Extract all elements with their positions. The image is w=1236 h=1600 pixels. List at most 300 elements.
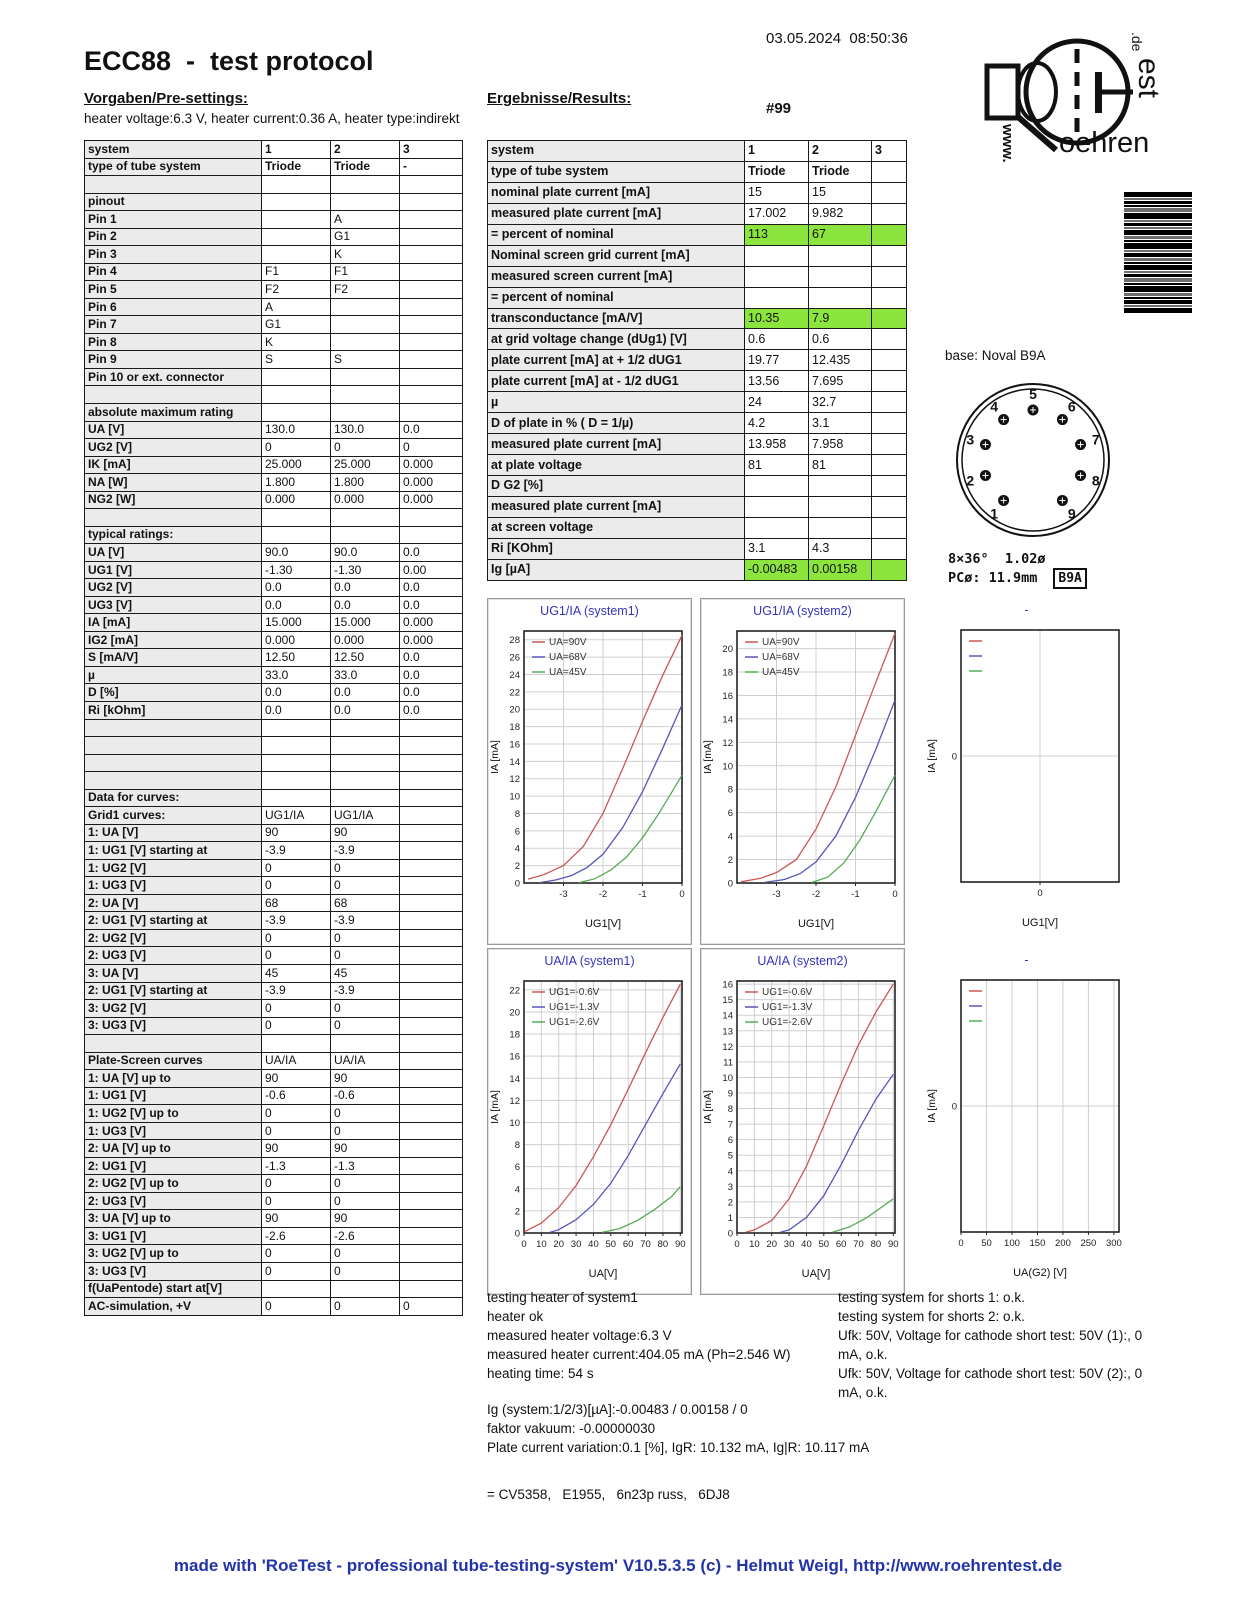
- value-cell: 0: [331, 859, 400, 877]
- value-cell: G1: [262, 316, 331, 334]
- value-cell: 67: [809, 224, 872, 245]
- value-cell: [331, 1280, 400, 1298]
- value-cell: 0.0: [331, 579, 400, 597]
- series-UA=68V: [765, 700, 895, 882]
- socket-drawing: [948, 378, 1148, 551]
- svg-text:IA [mA]: IA [mA]: [702, 740, 714, 774]
- value-cell: 0.0: [400, 579, 463, 597]
- value-cell: 33.0: [331, 666, 400, 684]
- label-cell: transconductance [mA/V]: [488, 308, 745, 329]
- table-row: [488, 559, 907, 580]
- value-cell: 0: [331, 947, 400, 965]
- value-cell: 0: [331, 1263, 400, 1281]
- value-cell: 33.0: [262, 666, 331, 684]
- svg-text:10: 10: [509, 1117, 520, 1129]
- svg-text:4: 4: [514, 843, 520, 855]
- value-cell: 0: [400, 439, 463, 457]
- value-cell: 0: [262, 1192, 331, 1210]
- value-cell: 0.0: [262, 579, 331, 597]
- label-cell: 3: UA [V]: [85, 964, 262, 982]
- chart-title: UG1/IA (system1): [540, 604, 639, 618]
- value-cell: 0.0: [400, 421, 463, 439]
- table-row: [85, 1035, 463, 1053]
- value-cell: 0: [331, 1017, 400, 1035]
- socket-caption-1: 8×36° 1.02ø: [948, 551, 1046, 567]
- chart-canvas: [925, 622, 1128, 904]
- chart-title: -: [1024, 603, 1029, 617]
- pin-label-2: 2: [966, 472, 975, 489]
- value-cell: F2: [331, 281, 400, 299]
- value-cell: UA/IA: [331, 1052, 400, 1070]
- svg-text:0: 0: [1037, 888, 1043, 899]
- svg-text:20: 20: [509, 1007, 520, 1019]
- pre-settings-table: [84, 140, 463, 1316]
- roehrentest-logo: [976, 28, 1188, 180]
- value-cell: [400, 1105, 463, 1123]
- value-cell: 7.958: [809, 434, 872, 455]
- svg-text:50: 50: [818, 1239, 830, 1250]
- barcode-bar: [1124, 230, 1192, 235]
- svg-text:150: 150: [1029, 1238, 1046, 1249]
- value-cell: [400, 719, 463, 737]
- value-cell: -0.00483: [745, 559, 809, 580]
- value-cell: 0: [331, 1122, 400, 1140]
- value-cell: [872, 455, 907, 476]
- value-cell: [262, 193, 331, 211]
- socket-caption-2: [948, 568, 1148, 589]
- value-cell: 45: [262, 964, 331, 982]
- svg-text:22: 22: [509, 687, 520, 699]
- value-cell: 4.2: [745, 413, 809, 434]
- text-line: Plate current variation:0.1 [%], IgR: 10.132 mA, Ig|R: 10.117 mA: [487, 1440, 870, 1455]
- label-cell: IK [mA]: [85, 456, 262, 474]
- svg-text:2: 2: [514, 1206, 520, 1218]
- table-row: [488, 434, 907, 455]
- value-cell: [262, 1035, 331, 1053]
- value-cell: 10.35: [745, 308, 809, 329]
- table-row: [488, 245, 907, 266]
- series-UA=45V: [579, 775, 682, 882]
- value-cell: 24: [745, 392, 809, 413]
- svg-text:300: 300: [1105, 1238, 1122, 1249]
- svg-text:100: 100: [1004, 1238, 1020, 1249]
- value-cell: [262, 509, 331, 527]
- value-cell: 2: [809, 141, 872, 162]
- chart-uag2-system3: [925, 948, 1128, 1293]
- value-cell: [262, 176, 331, 194]
- table-row: [85, 1017, 463, 1035]
- value-cell: [400, 298, 463, 316]
- svg-text:16: 16: [722, 690, 733, 702]
- label-cell: 1: UG2 [V]: [85, 859, 262, 877]
- svg-text:0: 0: [958, 1238, 964, 1249]
- value-cell: [872, 371, 907, 392]
- svg-text:24: 24: [509, 669, 520, 681]
- svg-text:6: 6: [514, 1162, 520, 1174]
- label-cell: 2: UG3 [V]: [85, 947, 262, 965]
- label-cell: UG3 [V]: [85, 596, 262, 614]
- table-row: [85, 772, 463, 790]
- table-row: [85, 964, 463, 982]
- value-cell: 13.958: [745, 434, 809, 455]
- logo-text-oehren: oehren: [1059, 127, 1150, 159]
- footer-line: made with 'RoeTest - professional tube-testing-system' V10.5.3.5 (c) - Helmut Weigl, http://www.roehrentest.de: [173, 1556, 1063, 1575]
- svg-text:0: 0: [727, 1228, 733, 1240]
- barcode-bar: [1124, 205, 1192, 207]
- label-cell: type of tube system: [85, 158, 262, 176]
- value-cell: 0.0: [262, 702, 331, 720]
- presettings-heading: Vorgaben/Pre-settings:: [84, 90, 248, 107]
- value-cell: 15.000: [262, 614, 331, 632]
- table-row: [85, 141, 463, 159]
- value-cell: 90: [331, 1070, 400, 1088]
- svg-text:0: 0: [951, 751, 957, 763]
- value-cell: 0: [331, 1245, 400, 1263]
- value-cell: 0: [262, 1175, 331, 1193]
- value-cell: [262, 211, 331, 229]
- value-cell: [872, 266, 907, 287]
- svg-text:8: 8: [727, 784, 733, 796]
- series-UG1=-1.3V: [550, 1064, 680, 1233]
- svg-text:10: 10: [509, 791, 520, 803]
- svg-text:IA [mA]: IA [mA]: [926, 1089, 938, 1123]
- value-cell: 0.0: [400, 544, 463, 562]
- table-row: [85, 842, 463, 860]
- svg-text:12: 12: [509, 1095, 520, 1107]
- value-cell: [400, 333, 463, 351]
- table-row: [85, 1157, 463, 1175]
- value-cell: -0.6: [331, 1087, 400, 1105]
- table-row: [85, 877, 463, 895]
- table-row: [85, 807, 463, 825]
- value-cell: 68: [331, 894, 400, 912]
- table-row: [85, 684, 463, 702]
- value-cell: [400, 228, 463, 246]
- table-row: [85, 631, 463, 649]
- value-cell: 0.000: [400, 631, 463, 649]
- table-row: [488, 203, 907, 224]
- value-cell: [400, 1157, 463, 1175]
- value-cell: 25.000: [262, 456, 331, 474]
- svg-text:10: 10: [722, 761, 733, 773]
- value-cell: [745, 266, 809, 287]
- table-row: [488, 455, 907, 476]
- value-cell: [331, 176, 400, 194]
- value-cell: [400, 509, 463, 527]
- table-row: [488, 496, 907, 517]
- label-cell: Plate-Screen curves: [85, 1052, 262, 1070]
- value-cell: [331, 316, 400, 334]
- svg-text:10: 10: [722, 1072, 733, 1084]
- value-cell: 17.002: [745, 203, 809, 224]
- label-cell: D G2 [%]: [488, 476, 745, 497]
- table-row: [85, 1105, 463, 1123]
- value-cell: 0: [262, 1245, 331, 1263]
- chart-xlabel: UG1[V]: [1021, 917, 1059, 929]
- label-cell: Pin 1: [85, 211, 262, 229]
- label-cell: measured plate current [mA]: [488, 434, 745, 455]
- label-cell: 1: UG3 [V]: [85, 877, 262, 895]
- barcode-bar: [1124, 300, 1192, 304]
- barcode-bar: [1124, 201, 1192, 204]
- label-cell: Pin 5: [85, 281, 262, 299]
- label-cell: AC-simulation, +V: [85, 1298, 262, 1316]
- svg-text:90: 90: [674, 1239, 686, 1250]
- table-row: [85, 982, 463, 1000]
- barcode-bar: [1124, 250, 1192, 252]
- svg-text:22: 22: [509, 985, 520, 997]
- table-row: [85, 1052, 463, 1070]
- table-row: [85, 228, 463, 246]
- logo-text-www: www.: [999, 124, 1016, 163]
- label-cell: Pin 9: [85, 351, 262, 369]
- value-cell: 12.435: [809, 350, 872, 371]
- value-cell: 0: [262, 1017, 331, 1035]
- legend-label: UG1=-1.3V: [549, 1002, 600, 1013]
- value-cell: [400, 386, 463, 404]
- value-cell: [872, 434, 907, 455]
- svg-text:14: 14: [722, 1010, 733, 1022]
- svg-text:2: 2: [727, 1197, 733, 1209]
- value-cell: [400, 211, 463, 229]
- value-cell: 81: [809, 455, 872, 476]
- svg-text:12: 12: [722, 737, 733, 749]
- barcode-bar: [1124, 283, 1192, 285]
- value-cell: [400, 1052, 463, 1070]
- socket-diagram: [948, 378, 1148, 598]
- value-cell: 4.3: [809, 538, 872, 559]
- table-row: [85, 1122, 463, 1140]
- barcode-bar: [1124, 305, 1192, 307]
- results-heading: Ergebnisse/Results:: [487, 90, 632, 107]
- table-row: [85, 947, 463, 965]
- value-cell: 12.50: [262, 649, 331, 667]
- label-cell: UA [V]: [85, 544, 262, 562]
- legend-label: UA=45V: [549, 667, 587, 678]
- barcode-bar: [1124, 308, 1192, 313]
- label-cell: 1: UG1 [V] starting at: [85, 842, 262, 860]
- value-cell: [262, 719, 331, 737]
- series-UA=45V: [812, 775, 895, 882]
- svg-text:-1: -1: [638, 889, 647, 900]
- value-cell: [400, 193, 463, 211]
- svg-text:30: 30: [783, 1239, 795, 1250]
- table-row: [85, 351, 463, 369]
- svg-text:2: 2: [514, 861, 520, 873]
- legend-label: UA=90V: [549, 637, 587, 648]
- value-cell: A: [331, 211, 400, 229]
- chart-canvas: [488, 973, 691, 1255]
- svg-text:6: 6: [514, 826, 520, 838]
- value-cell: [400, 842, 463, 860]
- label-cell: 2: UA [V] up to: [85, 1140, 262, 1158]
- value-cell: [400, 351, 463, 369]
- svg-text:16: 16: [509, 1051, 520, 1063]
- svg-text:7: 7: [727, 1119, 733, 1131]
- table-row: [85, 509, 463, 527]
- value-cell: 0.000: [400, 456, 463, 474]
- barcode-bar: [1124, 213, 1192, 219]
- value-cell: 15: [745, 182, 809, 203]
- value-cell: -3.9: [262, 842, 331, 860]
- table-row: [488, 308, 907, 329]
- value-cell: [262, 754, 331, 772]
- label-cell: measured plate current [mA]: [488, 203, 745, 224]
- label-cell: IA [mA]: [85, 614, 262, 632]
- table-row: [85, 912, 463, 930]
- barcode-bar: [1124, 271, 1192, 273]
- label-cell: UG2 [V]: [85, 439, 262, 457]
- legend-label: UA=68V: [762, 652, 800, 663]
- value-cell: [262, 789, 331, 807]
- value-cell: [809, 287, 872, 308]
- value-cell: [331, 298, 400, 316]
- barcode-bar: [1124, 253, 1192, 257]
- label-cell: plate current [mA] at - 1/2 dUG1: [488, 371, 745, 392]
- svg-text:4: 4: [514, 1184, 520, 1196]
- value-cell: 13.56: [745, 371, 809, 392]
- value-cell: 0: [262, 1122, 331, 1140]
- table-row: [85, 386, 463, 404]
- table-row: [85, 316, 463, 334]
- value-cell: [400, 947, 463, 965]
- value-cell: K: [262, 333, 331, 351]
- chart-ug1ia-system1: [487, 598, 692, 945]
- table-row: [85, 246, 463, 264]
- text-line: testing heater of system1: [487, 1290, 638, 1305]
- label-cell: UG2 [V]: [85, 579, 262, 597]
- svg-text:8: 8: [514, 808, 520, 820]
- value-cell: -1.30: [331, 561, 400, 579]
- table-row: [488, 287, 907, 308]
- value-cell: 0.0: [262, 596, 331, 614]
- value-cell: [262, 737, 331, 755]
- label-cell: at plate voltage: [488, 455, 745, 476]
- value-cell: Triode: [331, 158, 400, 176]
- value-cell: 1.800: [331, 474, 400, 492]
- value-cell: [809, 476, 872, 497]
- label-cell: at grid voltage change (dUg1) [V]: [488, 329, 745, 350]
- table-row: [85, 526, 463, 544]
- value-cell: 0: [331, 439, 400, 457]
- value-cell: [745, 517, 809, 538]
- value-cell: 0: [262, 1105, 331, 1123]
- value-cell: [400, 737, 463, 755]
- table-row: [85, 176, 463, 194]
- table-row: [85, 281, 463, 299]
- label-cell: UG1 [V]: [85, 561, 262, 579]
- label-cell: Ri [KOhm]: [488, 538, 745, 559]
- chart-xlabel: UG1[V]: [797, 918, 835, 930]
- value-cell: [872, 392, 907, 413]
- pin-label-3: 3: [966, 431, 975, 448]
- chart-title: UG1/IA (system2): [753, 604, 852, 618]
- value-cell: 0.000: [331, 631, 400, 649]
- value-cell: 0.0: [400, 649, 463, 667]
- value-cell: [262, 228, 331, 246]
- pin-label-1: 1: [990, 505, 999, 522]
- legend-label: UG1=-1.3V: [762, 1002, 813, 1013]
- pin-label-7: 7: [1091, 431, 1100, 448]
- text-line: heating time: 54 s: [487, 1366, 594, 1381]
- table-row: [85, 789, 463, 807]
- value-cell: F1: [331, 263, 400, 281]
- table-row: [85, 298, 463, 316]
- value-cell: F2: [262, 281, 331, 299]
- svg-text:-1: -1: [851, 889, 860, 900]
- value-cell: [400, 368, 463, 386]
- value-cell: [400, 894, 463, 912]
- chart-xlabel: UA[V]: [801, 1268, 831, 1280]
- value-cell: [400, 859, 463, 877]
- text-line: mA, o.k.: [838, 1385, 888, 1400]
- table-row: [85, 158, 463, 176]
- value-cell: [400, 807, 463, 825]
- label-cell: f(UaPentode) start at[V]: [85, 1280, 262, 1298]
- barcode-bar: [1124, 220, 1192, 222]
- legend-label: UA=45V: [762, 667, 800, 678]
- svg-text:6: 6: [727, 808, 733, 820]
- value-cell: [331, 719, 400, 737]
- value-cell: [745, 245, 809, 266]
- chart-canvas: [701, 623, 904, 905]
- value-cell: 0.0: [400, 596, 463, 614]
- svg-text:40: 40: [801, 1239, 812, 1250]
- value-cell: [745, 287, 809, 308]
- value-cell: 0.6: [809, 329, 872, 350]
- value-cell: 15.000: [331, 614, 400, 632]
- chart-ug1ia-system3: [925, 598, 1128, 943]
- table-row: [85, 474, 463, 492]
- table-row: [85, 719, 463, 737]
- value-cell: 19.77: [745, 350, 809, 371]
- svg-text:8: 8: [514, 1140, 520, 1152]
- svg-text:10: 10: [749, 1239, 760, 1250]
- value-cell: 68: [262, 894, 331, 912]
- value-cell: 130.0: [262, 421, 331, 439]
- value-cell: [400, 1070, 463, 1088]
- pin-label-6: 6: [1067, 398, 1076, 415]
- label-cell: system: [85, 141, 262, 159]
- chart-ug1ia-system2: [700, 598, 905, 945]
- socket-caption-2-text: PCø: 11.9mm: [948, 570, 1038, 586]
- value-cell: 90: [262, 1070, 331, 1088]
- svg-text:3: 3: [727, 1181, 733, 1193]
- svg-text:80: 80: [870, 1239, 882, 1250]
- value-cell: 90: [331, 824, 400, 842]
- svg-text:0: 0: [892, 889, 898, 900]
- barcode-bar: [1124, 286, 1192, 292]
- value-cell: [331, 754, 400, 772]
- table-row: [85, 754, 463, 772]
- results-table: [487, 140, 907, 581]
- value-cell: [872, 245, 907, 266]
- table-row: [85, 263, 463, 281]
- table-row: [85, 1298, 463, 1316]
- svg-text:200: 200: [1055, 1238, 1071, 1249]
- chart-uaia-system2: [700, 948, 905, 1295]
- chart-title: UA/IA (system1): [544, 954, 635, 968]
- svg-text:0: 0: [951, 1101, 957, 1113]
- label-cell: 2: UG1 [V]: [85, 1157, 262, 1175]
- svg-text:20: 20: [553, 1239, 565, 1250]
- value-cell: -3.9: [262, 982, 331, 1000]
- pin-label-5: 5: [1029, 386, 1037, 402]
- value-cell: 3: [872, 141, 907, 162]
- value-cell: [400, 912, 463, 930]
- label-cell: IG2 [mA]: [85, 631, 262, 649]
- value-cell: [331, 193, 400, 211]
